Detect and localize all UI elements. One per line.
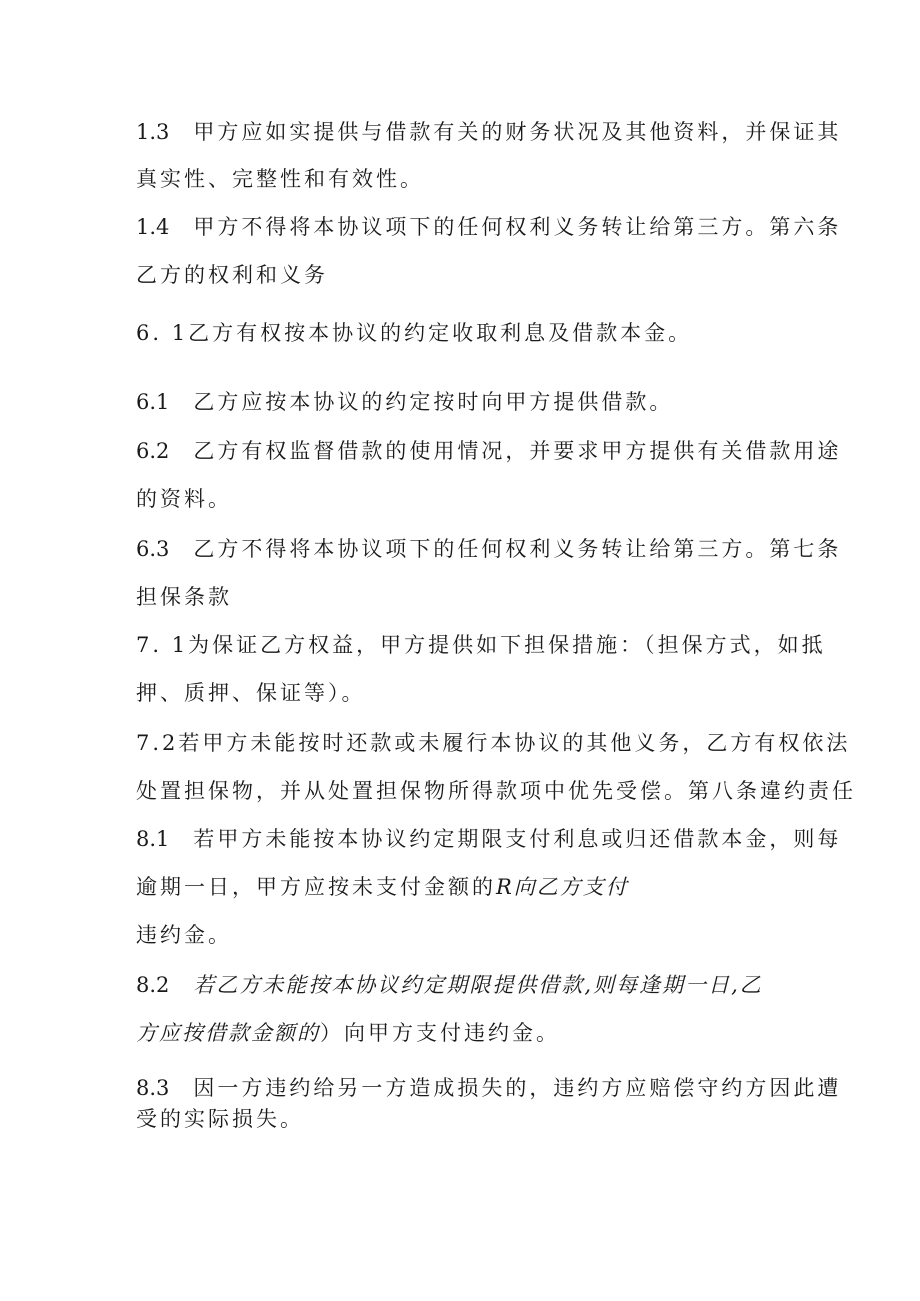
clause-text-italic: 若乙方未能按本协议约定期限提供借款,则每逢期一日,乙: [193, 973, 763, 997]
clause-text: 受的实际损失。: [136, 1107, 304, 1131]
clause-text: 处置担保物，并从处置担保物所得款项中优先受偿。第八条違约责任: [136, 779, 856, 803]
clause-8-3-line-2: [136, 1104, 304, 1134]
clause-text: 真实性、完整性和有效性。: [136, 167, 424, 191]
clause-8-1-line-1: [136, 824, 841, 854]
clause-text: 若甲方未能按本协议约定期限支付利息或归还借款本金，则每: [193, 827, 842, 851]
clause-text: 押、质押、保证等）。: [136, 681, 366, 705]
clause-6-1-line: [136, 387, 673, 417]
clause-6-2-line-2: [136, 484, 232, 514]
clause-text: 7. 1为保证乙方权益，甲方提供如下担保措施：（担保方式，如抵: [136, 633, 826, 657]
clause-8-3-line-1: [136, 1073, 841, 1103]
clause-text-italic: 方应按借款金额的: [136, 1021, 320, 1045]
clause-text: 乙方有权监督借款的使用情况，并要求甲方提供有关借款用途: [193, 439, 842, 463]
clause-text: 6. 1乙方有权按本协议的约定收取利息及借款本金。: [136, 321, 693, 345]
clause-1-4-line-2: [136, 260, 328, 290]
clause-6-first-line: [136, 318, 692, 348]
clause-6-3-line-1: [136, 534, 841, 564]
clause-7-1-line-2: [136, 678, 366, 708]
clause-number: 6.3: [136, 537, 170, 561]
clause-text: 甲方不得将本协议项下的任何权利义务转让给第三方。第六条: [193, 215, 842, 239]
clause-number: 6.2: [136, 439, 170, 463]
clause-text: 逾期一日，甲方应按未支付金额的: [136, 875, 496, 899]
clause-1-3-line-1: [136, 117, 841, 147]
clause-text: 乙方不得将本协议项下的任何权利义务转让给第三方。第七条: [193, 537, 842, 561]
clause-8-2-line-2: [136, 1018, 560, 1048]
clause-text: 甲方应如实提供与借款有关的财务状况及其他资料，并保证其: [193, 120, 842, 144]
clause-text: ）向甲方支付违约金。: [320, 1021, 560, 1045]
clause-text: 的资料。: [136, 487, 232, 511]
clause-number: 1.3: [136, 120, 170, 144]
clause-6-3-line-2: [136, 582, 232, 612]
clause-number: 6.1: [136, 390, 170, 414]
clause-text: 乙方应按本协议的约定按时向甲方提供借款。: [193, 390, 674, 414]
clause-1-3-line-2: [136, 164, 424, 194]
clause-text: 违约金。: [136, 923, 232, 947]
clause-7-2-line-1: [136, 728, 850, 758]
clause-7-1-line-1: [136, 630, 826, 660]
clause-8-2-line-1: [136, 970, 763, 1000]
clause-number: 1.4: [136, 215, 170, 239]
clause-6-2-line-1: [136, 436, 841, 466]
clause-number: 8.3: [136, 1076, 170, 1100]
clause-text: 7.2若甲方未能按时还款或未履行本协议的其他义务，乙方有权依法: [136, 731, 851, 755]
clause-8-1-line-3: [136, 920, 232, 950]
clause-text: 乙方的权利和义务: [136, 263, 328, 287]
clause-7-2-line-2: [136, 776, 856, 806]
clause-1-4-line-1: [136, 212, 841, 242]
clause-number: 8.2: [136, 973, 170, 997]
clause-text: 因一方违约给另一方造成损失的，违约方应赔偿守约方因此遭: [193, 1076, 842, 1100]
clause-8-1-line-2: [136, 872, 629, 902]
clause-number: 8.1: [136, 827, 170, 851]
clause-text-italic: R向乙方支付: [496, 875, 629, 899]
clause-text: 担保条款: [136, 585, 232, 609]
